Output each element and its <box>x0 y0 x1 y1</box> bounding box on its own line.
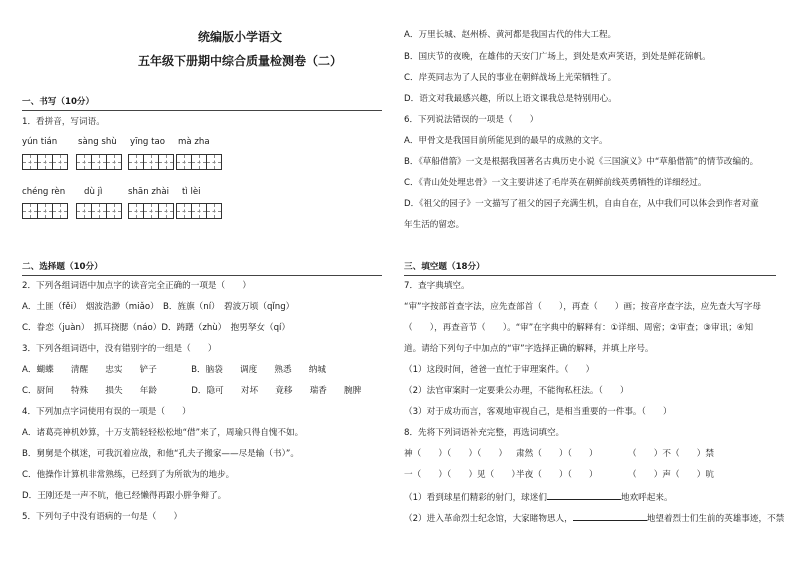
idiom-fill-4: 一（ ）（ ）见（ ） <box>404 470 521 480</box>
question-7-line-3: 道。请给下列句子中加点的“审”字选择正确的解释，并填上序号。 <box>404 344 654 354</box>
question-5-option-c: C．岸英同志为了人民的事业在朝鲜战场上光荣牺牲了。 <box>404 73 617 83</box>
pinyin-2: sàng shù <box>78 137 117 147</box>
question-2-options-cd: C．眷恋（juàn） 抓耳挠腮（náo）D．踌躇（zhù） 抱男孥女（qí） <box>22 323 291 333</box>
question-6-option-d: D．《祖父的园子》一文描写了祖父的园子充满生机，自由自在，从中我们可以体会到作者对童 <box>404 199 759 209</box>
answer-blank[interactable] <box>573 512 647 521</box>
question-4-option-d: D．王刚还是一声不吭，他已经懒得再跟小胖争辩了。 <box>22 491 227 501</box>
tianzi-box-2[interactable] <box>76 154 121 170</box>
question-8-sentence-1 <box>404 491 673 504</box>
section-divider <box>22 275 382 276</box>
question-7-line-2: （ ），再查音节（ ）。“审”在字典中的解释有：①详细、周密；②审查；③审讯；④知 <box>404 323 754 333</box>
question-5: 5．下列句子中没有语病的一句是（ ） <box>22 512 183 522</box>
document-title: 统编版小学语文 <box>197 30 282 44</box>
question-7-sentence-3: （3）对于成功而言，客观地审视自己，是相当重要的一件事。（ ） <box>404 407 672 417</box>
question-6: 6．下列说法错误的一项是（ ） <box>404 115 539 125</box>
section-divider <box>404 275 776 276</box>
question-6-option-a: A．甲骨文是我国目前所能见到的最早的成熟的文字。 <box>404 136 608 146</box>
tianzi-box-6[interactable] <box>76 203 121 219</box>
question-6-option-b: B．《草船借箭》一文是根据我国著名古典历史小说《三国演义》中“草船借箭”的情节改编的。 <box>404 157 759 167</box>
question-2-options-ab: A．土匪（fěi） 烟波浩渺（miǎo） B．旌旗（ní） 碧波万顷（qǐng） <box>22 302 295 312</box>
question-8: 8．先将下列词语补充完整，再选词填空。 <box>404 428 565 438</box>
tianzi-box-7[interactable] <box>128 203 173 219</box>
pinyin-7: shān zhài <box>128 187 169 197</box>
question-3: 3．下列各组词语中，没有错别字的一组是（ ） <box>22 344 217 354</box>
pinyin-6: dù jì <box>84 187 103 197</box>
pinyin-4: mà zha <box>178 137 210 147</box>
sentence-text: 地欢呼起来。 <box>620 493 673 503</box>
document-subtitle: 五年级下册期中综合质量检测卷（二） <box>137 54 342 68</box>
tianzi-box-4[interactable] <box>176 154 221 170</box>
question-4: 4．下列加点字词使用有误的一项是（ ） <box>22 407 191 417</box>
question-6-option-d-cont: 年生活的留恋。 <box>404 220 465 230</box>
question-1: 1．看拼音，写词语。 <box>22 117 105 127</box>
section-divider <box>22 110 382 111</box>
question-6-option-c: C．《青山处处埋忠骨》一文主要讲述了毛岸英在朝鲜前线英勇牺牲的详细经过。 <box>404 178 707 188</box>
tianzi-box-5[interactable] <box>22 203 67 219</box>
sentence-text: （2）进入革命烈士纪念馆，大家睹物思人， <box>404 514 573 524</box>
question-7: 7．查字典填空。 <box>404 281 470 291</box>
question-3-options-cd: C．厨间 特殊 损失 年龄 D．隐可 对坏 竟移 瑞香 腕脾 <box>22 386 362 396</box>
tianzi-box-1[interactable] <box>22 154 67 170</box>
idiom-fill-1: 神（ ）（ ）（ ） <box>404 449 508 459</box>
pinyin-3: yīng tao <box>130 137 166 147</box>
tianzi-box-3[interactable] <box>128 154 173 170</box>
idiom-fill-2: 肃然（ ）（ ） <box>516 449 598 459</box>
question-7-sentence-2: （2）法官审案时一定要秉公办理，不能徇私枉法。（ ） <box>404 386 629 396</box>
sentence-text: （1）看到球星们精彩的射门，球迷们 <box>404 493 547 503</box>
idiom-fill-6: （ ）声（ ）吭 <box>628 470 714 480</box>
question-4-option-b: B．舅舅是个棋迷，可我沉着应战，和他“孔夫子搬家——尽是输（书）”。 <box>22 449 299 459</box>
question-5-option-d: D．语文对我最感兴趣，所以上语文课我总是特别用心。 <box>404 94 617 104</box>
pinyin-5: chéng rèn <box>22 187 66 197</box>
idiom-fill-3: （ ）不（ ）禁 <box>628 449 714 459</box>
pinyin-8: tì lèi <box>182 187 201 197</box>
question-5-option-b: B．国庆节的夜晚，在雄伟的天安门广场上，到处是欢声笑语，到处是鲜花锦帆。 <box>404 52 711 62</box>
section-heading-choice: 二、选择题（10分） <box>22 262 103 272</box>
question-7-sentence-1: （1）这段时间，爸爸一直忙于审理案件。（ ） <box>404 365 595 375</box>
tianzi-box-8[interactable] <box>176 203 221 219</box>
pinyin-1: yún tián <box>22 137 58 147</box>
question-2: 2．下列各组词语中加点字的读音完全正确的一项是（ ） <box>22 281 251 291</box>
question-4-option-c: C．他操作计算机非常熟练，已经到了为所欲为的地步。 <box>22 470 235 480</box>
question-7-line-1: “审”字按部首查字法，应先查部首（ ），再查（ ）画；按音序查字法，应先查大写字母 <box>404 302 761 312</box>
section-heading-writing: 一、书写（10分） <box>22 97 95 107</box>
question-5-option-a: A．万里长城、赵州桥、黄河都是我国古代的伟大工程。 <box>404 30 617 40</box>
question-4-option-a: A．诸葛亮神机妙算，十万支箭轻轻松松地“借”来了，周瑜只得自愧不如。 <box>22 428 304 438</box>
sentence-text: 地望着烈士们生前的英雄事迹，不禁 <box>646 514 785 524</box>
answer-blank[interactable] <box>547 491 621 500</box>
question-3-options-ab: A．蝴蝶 清醒 忠实 铲子 B．脑袋 调度 熟悉 纳城 <box>22 365 326 375</box>
section-heading-fill: 三、填空题（18分） <box>404 262 485 272</box>
question-8-sentence-2 <box>404 512 784 525</box>
idiom-fill-5: 半夜（ ）（ ） <box>516 470 598 480</box>
